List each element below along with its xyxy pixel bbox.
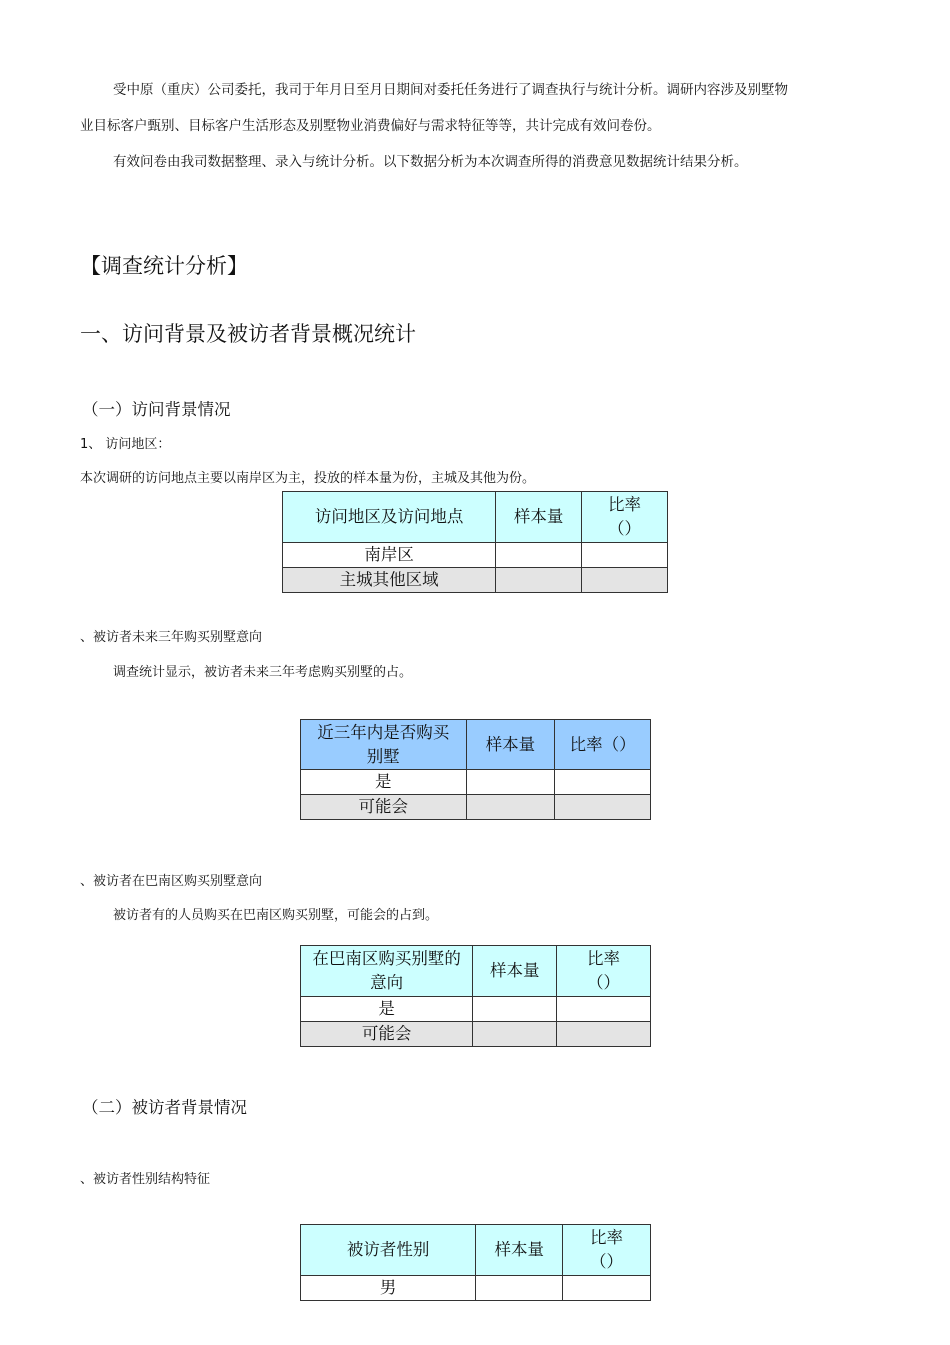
table-header-cell: 比率（） [557, 946, 651, 997]
item-1-text: 本次调研的访问地点主要以南岸区为主，投放的样本量为份，主城及其他为份。 [80, 471, 536, 486]
table-cell [466, 795, 555, 820]
table-header-cell: 比率（） [563, 1225, 651, 1276]
table-header-cell: 近三年内是否购买别墅 [301, 720, 467, 770]
table-cell [557, 997, 651, 1022]
table-row [301, 997, 651, 1022]
gender-item-label: 、被访者性别结构特征 [80, 1172, 211, 1187]
item-1-label: 1、 访问地区： [80, 437, 171, 452]
item-3-label: 、被访者在巴南区购买别墅意向 [80, 874, 263, 889]
table-header-cell: 被访者性别 [301, 1225, 476, 1276]
table-visit-region [282, 491, 668, 593]
table-row [301, 795, 651, 820]
table-cell [473, 1022, 557, 1047]
table-cell: 主城其他区域 [283, 568, 496, 593]
table-row [301, 1276, 651, 1301]
subsection-2-heading: （二）被访者背景情况 [82, 1098, 247, 1117]
item-2-text: 调查统计显示，被访者未来三年考虑购买别墅的占。 [113, 665, 413, 680]
table-header-cell: 样本量 [476, 1225, 563, 1276]
table-buy-intention [300, 719, 651, 820]
table-cell [466, 770, 555, 795]
analysis-heading: 【调查统计分析】 [80, 254, 248, 278]
table-cell: 是 [301, 770, 467, 795]
table-cell: 是 [301, 997, 473, 1022]
intro-paragraph-1: 受中原（重庆）公司委托，我司于年月日至月日期间对委托任务进行了调查执行与统计分析。调研内容涉及别墅物业目标客户甄别、目标客户生活形态及别墅物业消费偏好与需求特征等等，共计完成有效问卷份。 [80, 82, 788, 134]
table-cell: 南岸区 [283, 543, 496, 568]
table-header-cell: 样本量 [473, 946, 557, 997]
table-cell: 可能会 [301, 1022, 473, 1047]
table-cell [555, 795, 651, 820]
table-cell [476, 1276, 563, 1301]
table-header-cell: 比率（） [555, 720, 651, 770]
table-cell [496, 543, 582, 568]
table-row [301, 1022, 651, 1047]
table-header-cell: 样本量 [466, 720, 555, 770]
table-cell: 可能会 [301, 795, 467, 820]
table-cell: 男 [301, 1276, 476, 1301]
table-row [301, 770, 651, 795]
item-2-label: 、被访者未来三年购买别墅意向 [80, 630, 263, 645]
table-cell [555, 770, 651, 795]
table-cell [563, 1276, 651, 1301]
table-cell [473, 997, 557, 1022]
item-3-text: 被访者有的人员购买在巴南区购买别墅，可能会的占到。 [113, 908, 439, 923]
table-header-cell: 样本量 [496, 492, 582, 543]
table-row [283, 543, 668, 568]
intro-paragraph-2: 有效问卷由我司数据整理、录入与统计分析。以下数据分析为本次调查所得的消费意见数据统计结果分析。 [113, 154, 748, 170]
table-header-cell: 比率（） [582, 492, 668, 543]
table-cell [496, 568, 582, 593]
table-banan-intention [300, 945, 651, 1047]
table-header-cell: 在巴南区购买别墅的意向 [301, 946, 473, 997]
table-header-cell: 访问地区及访问地点 [283, 492, 496, 543]
table-cell [582, 543, 668, 568]
table-gender [300, 1224, 651, 1301]
subsection-1-heading: （一）访问背景情况 [82, 400, 231, 419]
table-cell [557, 1022, 651, 1047]
table-cell [582, 568, 668, 593]
section-1-heading: 一、访问背景及被访者背景概况统计 [80, 322, 416, 346]
table-row [283, 568, 668, 593]
